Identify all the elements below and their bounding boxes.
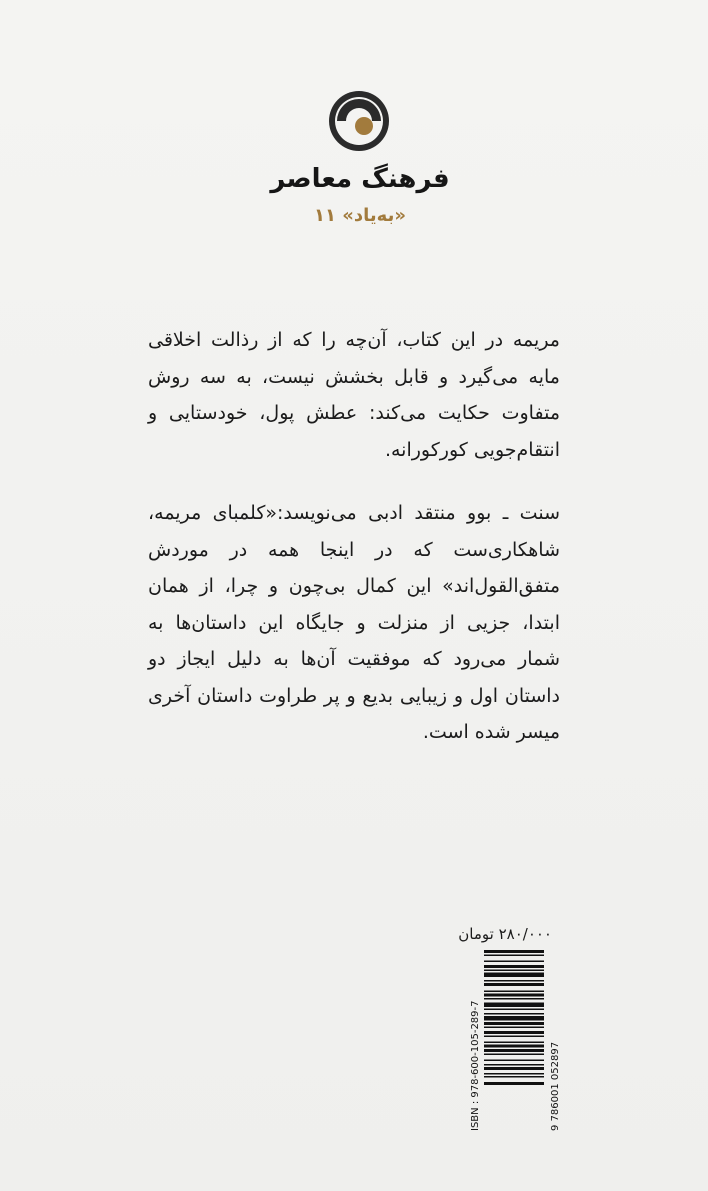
barcode-bar (484, 973, 544, 978)
barcode-bar (484, 1045, 544, 1048)
barcode-bar (484, 1073, 544, 1075)
barcode-bar (484, 1049, 544, 1052)
barcode-bar (484, 1042, 544, 1044)
barcode-bar (484, 991, 544, 993)
barcode-bar (484, 994, 544, 997)
barcode-bar (484, 1064, 544, 1066)
description-paragraph-2: سنت ـ بوو منتقد ادبی می‌نویسد:«کلمبای مریمه، شاهکاری‌ست که در اینجا همه در موردش متفق‌القول‌اند» این کمال بی‌چون و چرا، از همان ابتدا، جزیی از منزلت و جایگاه این داستان‌ها به شمار می‌رود که موفقیت آن‌ها به دلیل ایجاز دو داستان اول و زیبایی بدیع و پر طراوت داستان آخری میسر شده است. (148, 502, 560, 743)
barcode-bar (484, 950, 544, 953)
series-label: «به‌یاد» ۱۱ (314, 205, 406, 226)
description-paragraph-1: مریمه در این کتاب، آن‌چه را که از رذالت اخلاقی مایه می‌گیرد و قابل بخشش نیست، به سه روش متفاوت حکایت می‌کند: عطش پول، خودستایی و انتقام‌جویی کورکورانه. (148, 329, 560, 461)
barcode-bar (484, 1060, 544, 1062)
isbn-barcode (470, 946, 561, 1131)
barcode-bar (484, 983, 544, 986)
isbn-label: ISBN : 978-600-105-289-7 (470, 1000, 481, 1131)
barcode-bar (484, 965, 544, 968)
publisher-name: فرهنگ معاصر (270, 164, 450, 194)
barcode-bar (484, 1013, 544, 1015)
barcode-number: 9 786001 052897 (550, 1041, 561, 1131)
barcode-bar (484, 998, 544, 1000)
barcode-bar (484, 1076, 544, 1078)
barcode-bar (484, 961, 544, 963)
barcode-bar (484, 980, 544, 982)
publisher-logo-icon (328, 90, 390, 152)
barcode-bar (484, 1031, 544, 1034)
barcode-bar (484, 1036, 544, 1038)
barcode-bar (484, 1009, 544, 1011)
barcode-bar (484, 1003, 544, 1008)
price-label: ۲۸۰/۰۰۰ تومان (458, 925, 552, 943)
barcode-bar (484, 955, 544, 957)
barcode-bar (484, 1027, 544, 1029)
barcode-bar (484, 970, 544, 972)
barcode-bar (484, 1022, 544, 1025)
barcode-bar (484, 1082, 544, 1085)
barcode-bars (470, 946, 554, 1131)
barcode-bar (484, 1016, 544, 1021)
barcode-bar (484, 1054, 544, 1056)
barcode-bar (484, 1067, 544, 1070)
